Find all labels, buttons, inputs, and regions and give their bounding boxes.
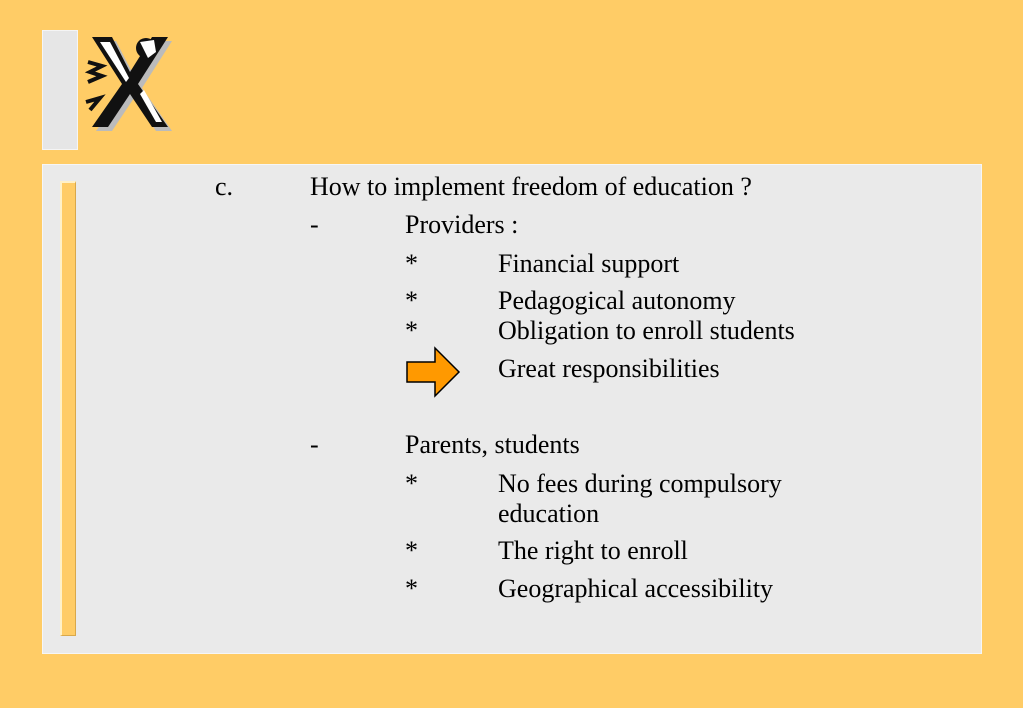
right-arrow-icon [405, 346, 461, 398]
list-item: The right to enroll [498, 536, 688, 565]
bullet-marker: * [405, 316, 418, 345]
bullet-marker: * [405, 249, 418, 278]
parents-label: Parents, students [405, 430, 580, 459]
providers-conclusion: Great responsibilities [498, 354, 720, 383]
list-item: Pedagogical autonomy [498, 286, 736, 315]
list-item-continuation: education [498, 499, 600, 528]
flemish-lion-logo [82, 32, 172, 132]
bullet-marker: * [405, 469, 418, 498]
providers-label: Providers : [405, 210, 519, 239]
list-item: No fees during compulsory [498, 469, 782, 498]
panel-accent-bar [60, 181, 76, 636]
heading-marker: c. [215, 172, 234, 201]
bullet-marker: * [405, 574, 418, 603]
logo-bar [42, 30, 78, 150]
providers-marker: - [310, 210, 319, 239]
bullet-marker: * [405, 536, 418, 565]
list-item: Obligation to enroll students [498, 316, 795, 345]
list-item: Geographical accessibility [498, 574, 774, 603]
bullet-marker: * [405, 286, 418, 315]
heading-text: How to implement freedom of education ? [310, 172, 752, 201]
parents-marker: - [310, 430, 319, 459]
list-item: Financial support [498, 249, 680, 278]
